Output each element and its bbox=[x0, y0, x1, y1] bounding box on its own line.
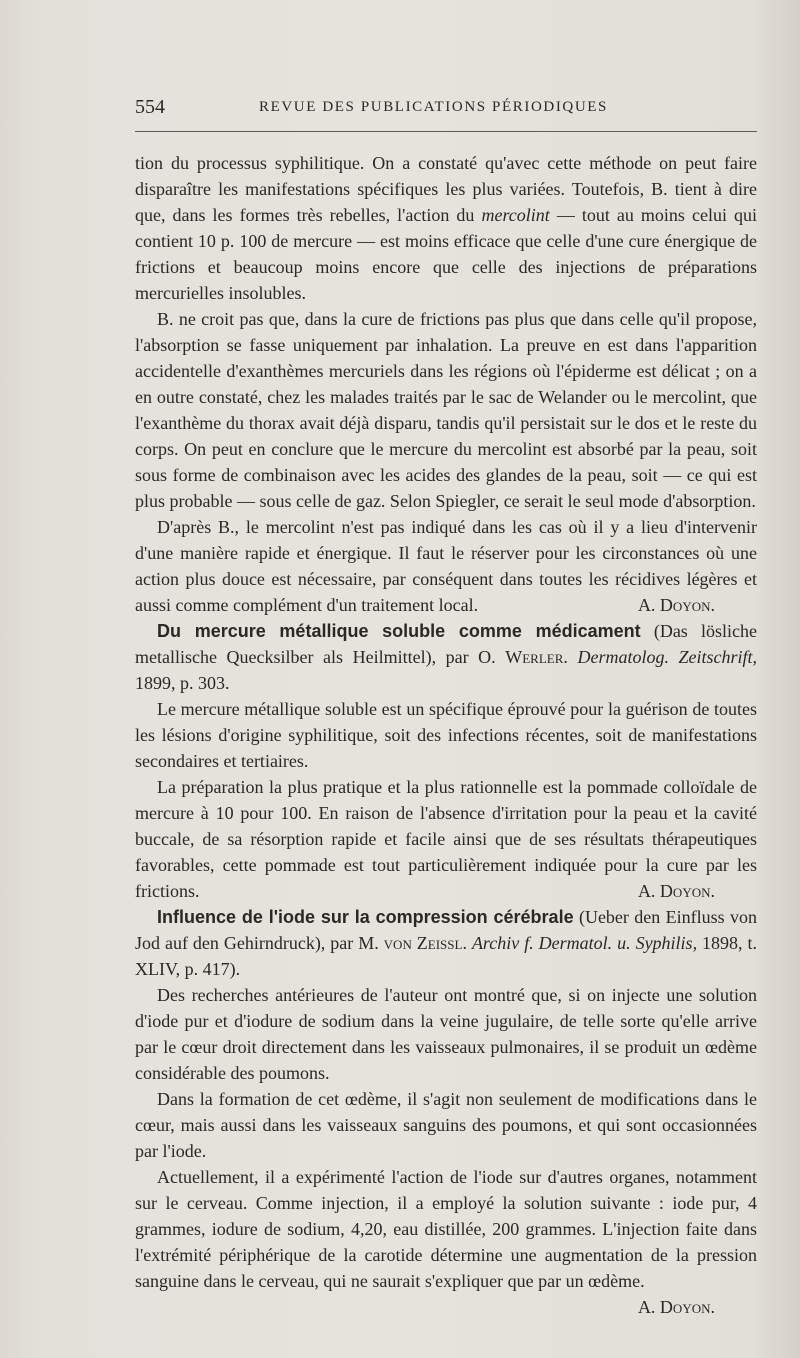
journal-name: Archiv f. Dermatol. u. Syphilis, bbox=[471, 933, 698, 953]
article-title: Du mercure métallique soluble comme médicament bbox=[157, 621, 641, 641]
paragraph: Des recherches antérieures de l'auteur ont montré que, si on injecte une solution d'iode pur et d'iodure de sodium dans la veine jugulaire, de telle sorte qu'elle arrive par le cœur droit directement dans les vaisseaux pulmonaires, il se produit un œdème considérable des poumons. bbox=[135, 985, 757, 1083]
page-number: 554 bbox=[135, 96, 165, 118]
paragraph: Actuellement, il a expérimenté l'action de l'iode sur d'autres organes, notamment sur le cerveau. Comme injection, il a employé la solution suivante : iode pur, 4 grammes, iodure de sodium, 4,20, eau distillée, 200 grammes. L'injection faite dans l'extrémité périphérique de la carotide détermine une augmentation de la pression sanguine dans le cerveau, qui ne saurait s'expliquer que par un œdème. A. Doyon. bbox=[135, 1164, 757, 1320]
page-body bbox=[135, 150, 757, 1320]
journal-name: Dermatolog. Zeitschrift, bbox=[577, 647, 758, 667]
paragraph: D'après B., le mercolint n'est pas indiqué dans les cas où il y a lieu d'intervenir d'une manière rapide et énergique. Il faut le réserver pour les circonstances où une action plus douce est nécessaire, par conséquent dans toutes les récidives légères et aussi comme complément d'un traitement local. A. Doyon. bbox=[135, 514, 757, 618]
paragraph: La préparation la plus pratique et la plus rationnelle est la pommade colloïdale de mercure à 10 pour 100. En raison de l'absence d'irritation pour la peau et la cavité buccale, de sa résorption rapide et facile ainsi que de ses résultats thérapeutiques favorables, cette pommade est tout particulièrement indiquée pour la cure par les frictions. A. Doyon. bbox=[135, 774, 757, 904]
paragraph: B. ne croit pas que, dans la cure de frictions pas plus que dans celle qu'il propose, l'absorption se fasse uniquement par inhalation. La preuve en est dans l'apparition accidentelle d'exanthèmes mercuriels dans les régions où l'épiderme est délicat ; on a en outre constaté, chez les malades traités par le sac de Welander ou le mercolint, que l'exanthème du thorax avait déjà disparu, tandis qu'il persistait sur le dos et le reste du corps. On peut en conclure que le mercure du mercolint est absorbé par la peau, soit sous forme de combinaison avec les acides des glandes de la peau, soit — ce qui est plus probable — sous celle de gaz. Selon Spiegler, ce serait le seul mode d'absorption. bbox=[135, 309, 757, 511]
article-author: Werler bbox=[505, 647, 564, 667]
running-title: REVUE DES PUBLICATIONS PÉRIODIQUES bbox=[259, 99, 608, 115]
signature: A. Doyon. bbox=[637, 1297, 715, 1317]
continued-paragraph: tion du processus syphilitique. On a constaté qu'avec cette méthode on peut faire disparaître les manifestations spécifiques les plus variées. Toutefois, B. tient à dire que, dans les formes très rebelles, l'action du mercolint — tout au moins celui qui contient 10 p. 100 de mercure — est moins efficace que celle d'une cure énergique de frictions et beaucoup moins encore que celle des injections de préparations mercurielles insolubles. bbox=[135, 153, 757, 303]
header-rule bbox=[135, 131, 757, 132]
article-author: von Zeissl bbox=[383, 933, 463, 953]
mercolint-term: mercolint bbox=[481, 205, 550, 225]
paragraph: Le mercure métallique soluble est un spécifique éprouvé pour la guérison de toutes les lésions d'origine syphilitique, soit des infections récentes, soit de manifestations secondaires et tertiaires. bbox=[135, 699, 757, 771]
article-heading: Influence de l'iode sur la compression cérébrale (Ueber den Einfluss von Jod auf den Gehirndruck), par M. von Zeissl. Archiv f. Dermatol. u. Syphilis, 1898, t. XLIV, p. 417). bbox=[135, 907, 757, 979]
paragraph: Dans la formation de cet œdème, il s'agit non seulement de modifications dans le cœur, mais aussi dans les vaisseaux sanguins des poumons, et qui sont occasionnées par l'iode. bbox=[135, 1089, 757, 1161]
signature: A. Doyon. bbox=[637, 881, 715, 901]
article-title: Influence de l'iode sur la compression cérébrale bbox=[157, 907, 574, 927]
article-heading: Du mercure métallique soluble comme médicament (Das lösliche metallische Quecksilber als Heilmittel), par O. Werler. Dermatolog. Zeitschrift, 1899, p. 303. bbox=[135, 621, 758, 693]
page-header bbox=[135, 96, 757, 124]
signature: A. Doyon. bbox=[637, 595, 715, 615]
